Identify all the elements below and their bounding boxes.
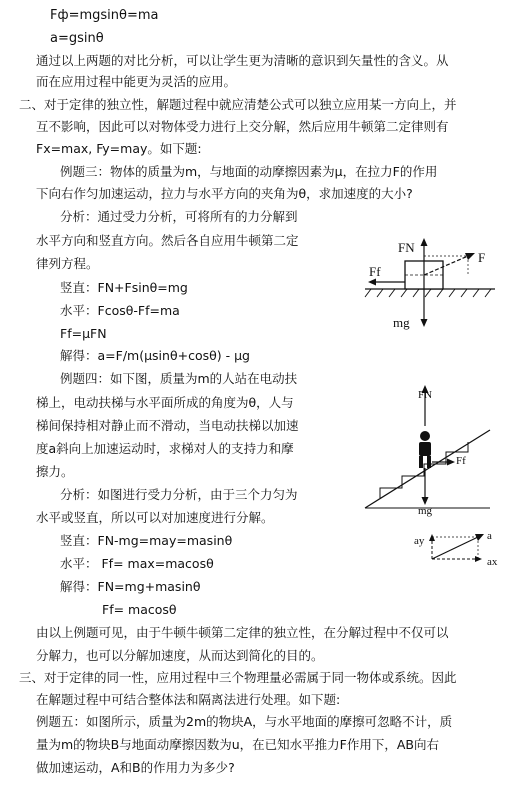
block-force-diagram — [355, 232, 505, 337]
example3-analysis-1: 分析：通过受力分析，可将所有的力分解到 — [60, 209, 298, 224]
fn-label: FN — [418, 389, 433, 401]
example5-line-1: 例题五：如图所示，质量为2m的物块A，与水平地面的摩擦可忽略不计，质 — [36, 714, 453, 729]
equation-force: Fф=mgsinθ=ma — [50, 8, 159, 23]
example3-problem-2: 下向右作匀加速运动，拉力与水平方向的夹角为θ，求加速度的大小? — [36, 186, 413, 201]
section2-heading-2: 互不影响，因此可以对物体受力进行上交分解，然后应用牛顿第二定律则有 — [36, 119, 449, 134]
conclusion-line-2: 而在应用过程中能更为灵活的应用。 — [36, 74, 237, 89]
example4-vertical-eq: 竖直：FN-mg=may=masinθ — [60, 533, 233, 548]
example3-friction-eq: Ff=μFN — [60, 326, 107, 341]
ay-arrow — [429, 534, 435, 541]
example3-analysis-2: 水平方向和竖直方向。然后各自应用牛顿第二定 — [36, 233, 299, 248]
summary-line-1: 由以上例题可见，由于牛顿牛顿第二定律的独立性，在分解过程中不仅可以 — [36, 625, 449, 640]
example4-solution-1: 解得：FN=mg+masinθ — [60, 579, 201, 594]
ax-arrow — [475, 556, 482, 562]
example4-solution-2: Ff= macosθ — [102, 602, 177, 617]
summary-line-2: 分解力，也可以分解加速度，从而达到简化的目的。 — [36, 648, 324, 663]
example5-line-3: 做加速运动，A和B的作用力为多少? — [36, 760, 235, 775]
fn-label: FN — [398, 240, 415, 255]
example4-problem-3: 梯间保持相对静止而不滑动，当电动扶梯以加速 — [36, 418, 299, 433]
example3-vertical-eq: 竖直：FN+Fsinθ=mg — [60, 280, 188, 295]
example3-solution: 解得：a=F/m(μsinθ+cosθ) - μg — [60, 348, 250, 363]
mg-label: mg — [418, 505, 433, 517]
example4-problem-2: 梯上，电动扶梯与水平面所成的角度为θ，人与 — [36, 395, 294, 410]
example3-problem-1: 例题三：物体的质量为m，与地面的动摩擦因素为μ，在拉力F的作用 — [60, 164, 438, 179]
ff-label: Ff — [369, 264, 381, 279]
section3-heading-1: 三、对于定律的同一性，应用过程中三个物理量必需属于同一物体或系统。因此 — [19, 670, 457, 685]
example4-problem-4: 度a斜向上加速运动时，求梯对人的支持力和摩 — [36, 441, 294, 456]
mg-label: mg — [393, 315, 410, 330]
example4-analysis-2: 水平或竖直，所以可以对加速度进行分解。 — [36, 510, 274, 525]
section2-heading-3: Fx=max, Fy=may。如下题: — [36, 141, 202, 156]
example3-analysis-3: 律列方程。 — [36, 256, 99, 271]
gravity-arrow — [422, 497, 429, 505]
ff-label: Ff — [456, 455, 466, 467]
ground-hatching — [365, 289, 491, 297]
section3-heading-2: 在解题过程中可结合整体法和隔离法进行处理。如下题: — [36, 692, 341, 707]
normal-force-arrow — [421, 238, 428, 246]
equation-acceleration: a=gsinθ — [50, 31, 104, 46]
escalator-force-diagram — [360, 380, 495, 520]
friction-arrow — [368, 279, 376, 286]
example4-problem-5: 擦力。 — [36, 464, 74, 479]
gravity-arrow — [421, 319, 428, 327]
f-label: F — [478, 250, 486, 265]
person-figure — [419, 431, 431, 468]
example3-horizontal-eq: 水平：Fcosθ-Ff=ma — [60, 303, 180, 318]
example4-analysis-1: 分析：如图进行受力分析，由于三个力匀为 — [60, 487, 298, 502]
example5-line-2: 量为m的物块B与地面动摩擦因数为u，在已知水平推力F作用下，AB向右 — [36, 737, 439, 752]
a-label: a — [487, 530, 492, 542]
friction-arrow — [447, 459, 455, 466]
example4-problem-1: 例题四：如下图，质量为m的人站在电动扶 — [60, 371, 298, 386]
ay-label: ay — [414, 535, 425, 547]
acceleration-decomposition — [412, 525, 507, 573]
pull-force-arrow — [465, 253, 475, 260]
example4-horizontal-eq: 水平： Ff= max=macosθ — [60, 556, 214, 571]
ax-label: ax — [487, 556, 498, 568]
conclusion-line-1: 通过以上两题的对比分析，可以让学生更为清晰的意识到矢量性的含义。从 — [36, 53, 449, 68]
section2-heading-1: 二、对于定律的独立性，解题过程中就应清楚公式可以独立应用某一方向上，并 — [19, 97, 457, 112]
